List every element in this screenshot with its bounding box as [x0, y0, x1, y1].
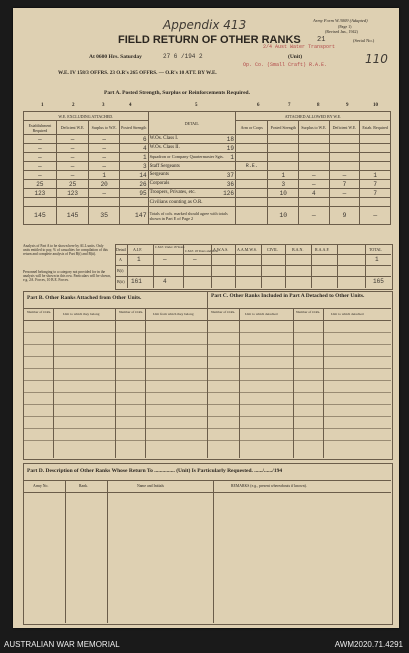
cell	[235, 135, 268, 144]
detail-label: W.Os. Class I.	[149, 135, 179, 141]
table-row	[24, 198, 391, 207]
analysis-cell: —	[163, 256, 167, 263]
form-title: FIELD RETURN OF OTHER RANKS	[118, 34, 301, 46]
col-number: 7	[288, 103, 291, 108]
cell: —	[329, 189, 360, 198]
unit-stamp-line-2: Op. Co. (Small Craft) R.A.E.	[243, 62, 328, 68]
col-number: 1	[41, 103, 44, 108]
handwritten-110: 110	[365, 52, 388, 66]
part-d-col: REMARKS (e.g., present whereabouts if known).	[231, 484, 307, 488]
total-cell: 35	[89, 207, 120, 225]
col-number: 8	[317, 103, 320, 108]
cell: 1	[119, 153, 148, 162]
right-header: Arm or Corps	[235, 121, 268, 135]
cell	[235, 153, 268, 162]
cell: 4	[299, 189, 330, 198]
left-header: Deficient W.E.	[56, 121, 89, 135]
part-b-col: Number of O.Rs.	[119, 310, 144, 314]
cell: —	[56, 171, 89, 180]
part-b-col: Unit from which they belong	[153, 312, 194, 316]
analysis-row-label: B(i)	[117, 268, 124, 273]
analysis-header: A.W.A.S.	[213, 247, 229, 252]
cell: 3	[119, 162, 148, 171]
right-header: Estab. Required	[360, 121, 391, 135]
cell	[329, 153, 360, 162]
part-a-table	[23, 111, 391, 225]
table-row	[24, 153, 391, 162]
unit-label: (Unit)	[288, 54, 303, 60]
analysis-header: A.I.F.	[133, 247, 143, 252]
part-c-col: Unit to which detached	[331, 312, 364, 316]
table-row	[24, 144, 391, 153]
cell: —	[24, 144, 57, 153]
total-cell: 9	[329, 207, 360, 225]
right-header: Deficient W.E.	[329, 121, 360, 135]
col-number: 9	[346, 103, 349, 108]
total-cell: —	[360, 207, 391, 225]
part-d-title: Part D. Description of Other Ranks Whose Return To ............... (Unit) Is Particularly Requested. ....../....../194	[27, 468, 283, 474]
cell: 1	[360, 171, 391, 180]
left-header: Posted Strength	[119, 121, 148, 135]
form-page: (Page 1)	[338, 24, 352, 29]
cell: 7	[360, 180, 391, 189]
table-row	[24, 162, 391, 171]
analysis-cell: 161	[131, 278, 142, 285]
right-header: Surplus to W.E.	[299, 121, 330, 135]
cell	[235, 171, 268, 180]
cell: 123	[56, 189, 89, 198]
cell: —	[329, 171, 360, 180]
analysis-cell: 1	[375, 256, 379, 263]
part-d-col: Army No.	[33, 484, 49, 488]
cell: —	[299, 171, 330, 180]
cell: 6	[119, 135, 148, 144]
cell: 7	[360, 189, 391, 198]
footer-institution: AUSTRALIAN WAR MEMORIAL	[4, 640, 120, 649]
handwritten-appendix-note: Appendix 413	[163, 18, 247, 32]
part-c-col: Unit to which detached	[245, 312, 278, 316]
detail-header: DETAIL	[148, 112, 235, 135]
form-page	[13, 8, 399, 628]
cell	[329, 162, 360, 171]
cell	[235, 144, 268, 153]
analysis-header: Detail	[116, 247, 126, 252]
total-cell: 10	[268, 207, 299, 225]
part-b-col: Number of O.Rs.	[27, 310, 52, 314]
totals-label: Totals of cols. marked should agree with totals shown in Part E of Page 2	[148, 207, 235, 225]
footer-accession: AWM2020.71.4291	[334, 640, 403, 649]
cell: —	[56, 153, 89, 162]
cell: —	[24, 171, 57, 180]
total-cell: 147	[119, 207, 148, 225]
we-value: 37	[226, 171, 234, 179]
analysis-note-2: Personnel belonging to a category not provided for in the analysis will be shown in this row. Particulars will be shown, e.g. 2A. Forces, 10 B.E. Forces.	[23, 270, 111, 283]
cell: 95	[119, 189, 148, 198]
date-value: 27 6 /194 2	[163, 53, 203, 60]
cell	[360, 162, 391, 171]
cell: —	[56, 162, 89, 171]
cell: —	[56, 135, 89, 144]
cell: 20	[89, 180, 120, 189]
cell	[329, 144, 360, 153]
total-cell: 145	[24, 207, 57, 225]
cell	[299, 162, 330, 171]
cell: —	[24, 153, 57, 162]
analysis-cell: 165	[373, 278, 384, 285]
cell: —	[89, 135, 120, 144]
detail-label: Sergeants	[149, 171, 169, 177]
cell: 1	[89, 171, 120, 180]
analysis-note: Analysis of Part A to be shown here by ALL units. Only units entitled to pay, % of casualties for compilation of this return and complete analysis of Part B(i) and B(ii).	[23, 244, 108, 257]
group-right-header: ATTACHED ALLOWED BY W.E.	[235, 112, 390, 121]
cell: 1	[268, 171, 299, 180]
detail-label: Staff Sergeants	[149, 163, 180, 169]
part-c-title: Part C. Other Ranks Included in Part A Detached to Other Units.	[211, 293, 365, 299]
cell	[360, 144, 391, 153]
cell: 14	[119, 171, 148, 180]
cell: 4	[119, 144, 148, 153]
cell: —	[56, 144, 89, 153]
cell: —	[89, 189, 120, 198]
part-b-title: Part B. Other Ranks Attached from Other Units.	[27, 295, 142, 301]
cell: —	[24, 162, 57, 171]
part-bc-box	[23, 291, 393, 460]
analysis-header: CIVIL	[267, 247, 278, 252]
unit-stamp-line-1: 2/4 Aust Water Transport	[263, 44, 336, 50]
analysis-header: C.M.F. 18 Years and Over	[185, 249, 219, 253]
analysis-cell: 1	[137, 256, 141, 263]
cell	[299, 153, 330, 162]
analysis-header: TOTAL	[369, 247, 382, 252]
analysis-header: C.M.F. Under 18 Years	[155, 245, 185, 249]
cell	[299, 135, 330, 144]
part-a-title: Part A. Posted Strength, Surplus or Reinforcements Required.	[104, 90, 250, 96]
total-cell: 145	[56, 207, 89, 225]
cell	[268, 135, 299, 144]
cell	[268, 144, 299, 153]
table-row	[24, 171, 391, 180]
detail-label: Corporals	[149, 180, 170, 186]
cell	[235, 189, 268, 198]
table-row	[24, 189, 391, 198]
at-line: At 0600 Hrs. Saturday	[89, 54, 142, 60]
table-row	[24, 135, 391, 144]
cell: —	[89, 144, 120, 153]
form-revision: (Revised Jan., 1942)	[325, 29, 358, 34]
part-d-col: Rank.	[79, 484, 88, 488]
col-number: 3	[102, 103, 105, 108]
cell	[360, 135, 391, 144]
cell	[268, 162, 299, 171]
cell	[360, 153, 391, 162]
detail-label: Troopers, Privates, etc.	[149, 189, 196, 195]
we-value: 126	[223, 189, 234, 197]
we-value: 18	[226, 135, 234, 143]
totals-row	[24, 207, 391, 225]
total-cell: —	[299, 207, 330, 225]
cell: 25	[24, 180, 57, 189]
cell: 7	[329, 180, 360, 189]
part-c-col: Number of O.Rs.	[211, 310, 236, 314]
cell: 3	[268, 180, 299, 189]
analysis-row-label: A	[119, 257, 122, 262]
we-value: 36	[226, 180, 234, 188]
table-row	[24, 180, 391, 189]
cell	[299, 144, 330, 153]
cell: —	[299, 180, 330, 189]
left-header: Establishment Required	[24, 121, 57, 135]
we-value: 19	[226, 144, 234, 152]
serial-label: (Serial No.)	[353, 38, 375, 43]
cell: 26	[119, 180, 148, 189]
detail-label: W.Os. Class II.	[149, 144, 180, 150]
cell: —	[89, 162, 120, 171]
cell: 25	[56, 180, 89, 189]
col-number: 10	[373, 103, 378, 108]
cell: —	[89, 153, 120, 162]
col-number: 6	[257, 103, 260, 108]
we-value: 1	[230, 153, 234, 161]
analysis-cell: 4	[163, 278, 167, 285]
analysis-cell: —	[193, 256, 197, 263]
analysis-row-label: B(ii)	[117, 279, 125, 284]
cell: R.E.	[235, 162, 268, 171]
cell: 123	[24, 189, 57, 198]
cell	[329, 135, 360, 144]
right-header: Posted Strength	[268, 121, 299, 135]
analysis-header: B.A.N.	[292, 247, 304, 252]
left-header: Surplus to W.E.	[89, 121, 120, 135]
cell	[268, 153, 299, 162]
detail-label: Squadron or Company Quartermaster Sgts.	[149, 153, 224, 159]
form-id: Army Form W.3009 (Adapted)	[313, 18, 368, 23]
col-number: 5	[195, 103, 198, 108]
group-left-header: W.E. EXCLUDING ATTACHED.	[24, 112, 149, 121]
col-number: 2	[72, 103, 75, 108]
cell	[235, 180, 268, 189]
serial-value: 21	[317, 36, 326, 44]
part-d-col: Name and Initials	[137, 484, 164, 488]
civilians-row-label: Civilians counting as O.R.	[148, 198, 235, 207]
cell: 10	[268, 189, 299, 198]
part-c-col: Number of O.Rs.	[296, 310, 321, 314]
we-line: W.E. IV 158/3 OFFRS. 23 O.R's 265 OFFRS. — O.R's 10 ATT. BY W.E.	[58, 70, 217, 76]
analysis-header: A.A.M.W.S.	[237, 247, 257, 252]
part-b-col: Unit to which they belong	[63, 312, 100, 316]
col-number: 4	[129, 103, 132, 108]
analysis-header: R.A.A.F.	[315, 247, 330, 252]
cell: —	[24, 135, 57, 144]
